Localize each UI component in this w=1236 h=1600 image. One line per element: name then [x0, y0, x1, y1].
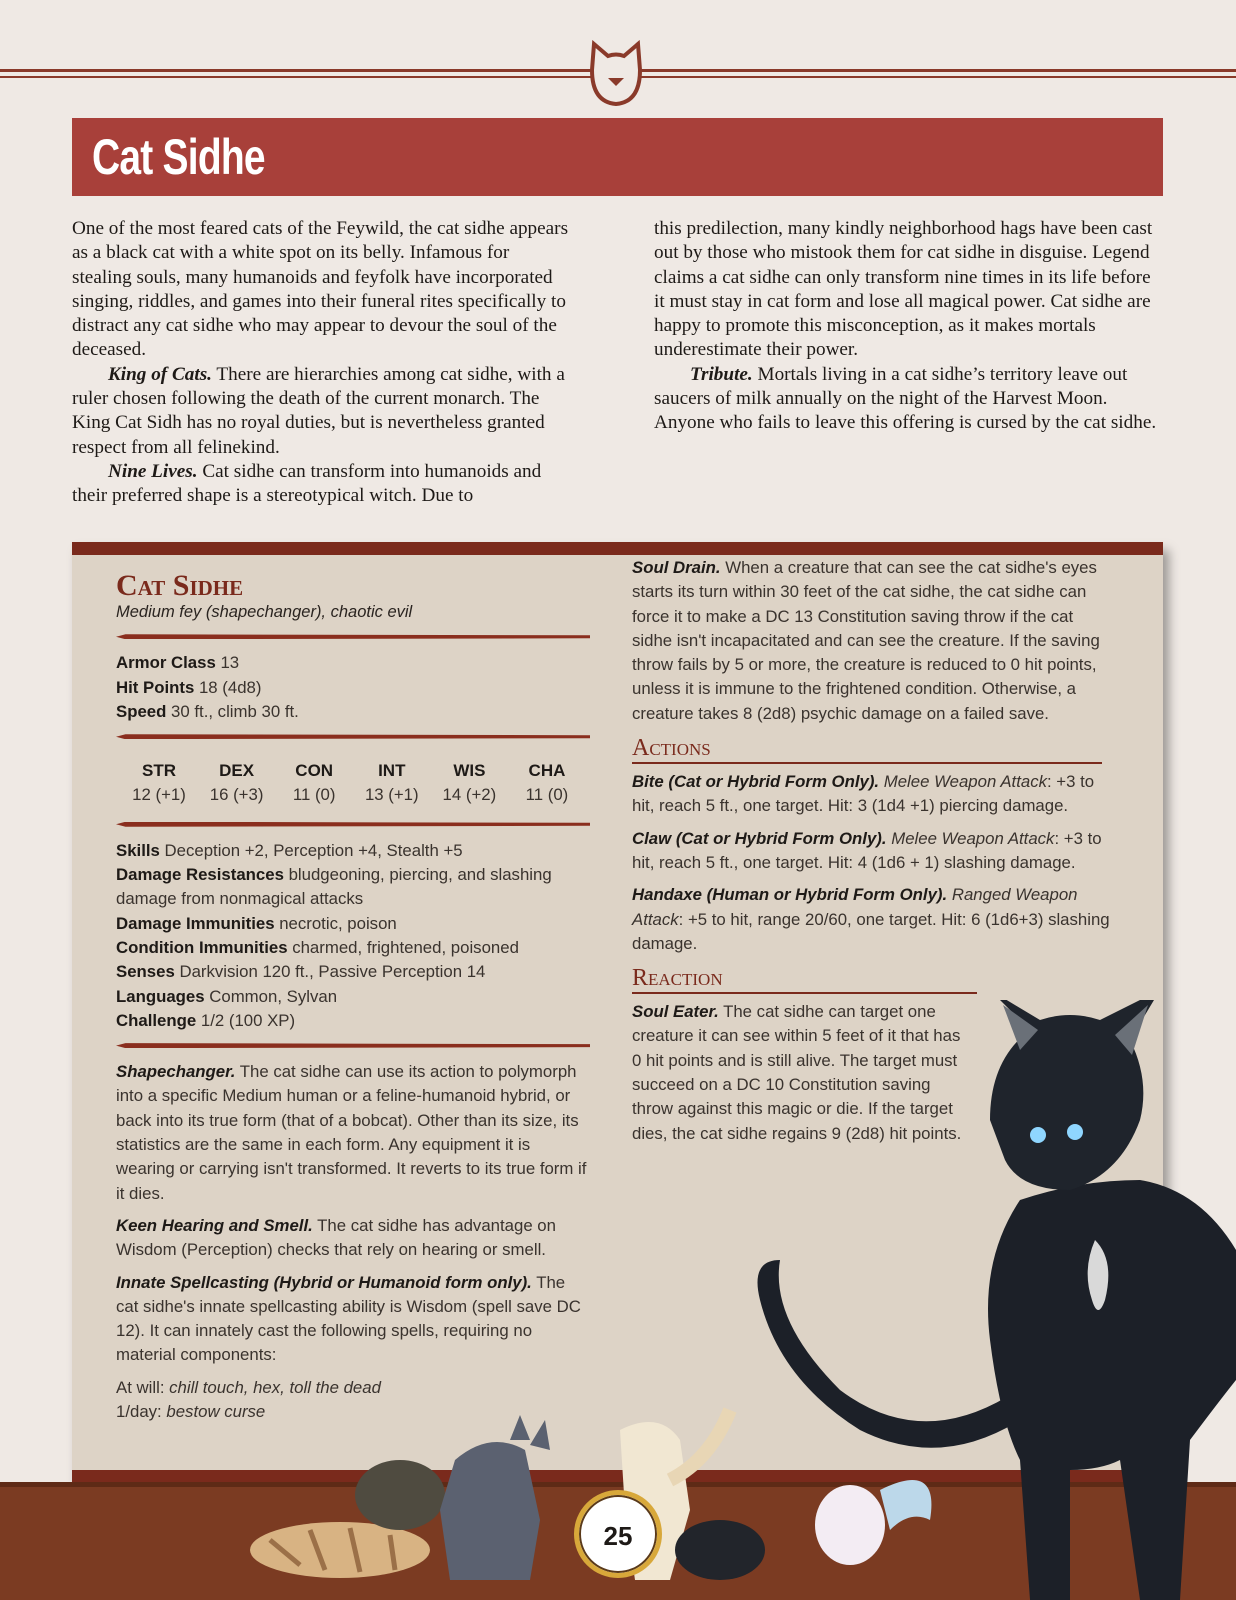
- paragraph-title: Tribute.: [690, 363, 753, 385]
- action-attack-type: Melee Weapon Attack: [879, 772, 1047, 792]
- page-title: Cat Sidhe: [92, 129, 265, 185]
- divider: [116, 734, 590, 739]
- armor-class-label: Armor Class: [116, 653, 216, 673]
- spell-names: bestow curse: [166, 1402, 266, 1422]
- divider: [116, 1043, 590, 1048]
- paragraph-text: There are hierarchies among cat sidhe, with a ruler chosen following the death of the current monarch. The King Cat Sidh has no royal duties, but is nevertheless granted respect from all felinekind.: [72, 363, 565, 458]
- action-name: Bite (Cat or Hybrid Form Only).: [632, 772, 880, 792]
- challenge-value: 1/2 (100 XP): [196, 1010, 296, 1030]
- trait-name: Keen Hearing and Smell.: [116, 1215, 313, 1235]
- action-name: Handaxe (Human or Hybrid Form Only).: [632, 885, 948, 905]
- trait-innate-spellcasting: [116, 1271, 590, 1368]
- ability-str: [124, 759, 194, 808]
- page-number: 25: [603, 1521, 633, 1551]
- trait-name: Innate Spellcasting (Hybrid or Humanoid form only).: [116, 1272, 532, 1292]
- spell-list-at-will: [116, 1376, 590, 1400]
- languages-value: Common, Sylvan: [204, 986, 338, 1006]
- ability-name: STR: [142, 761, 176, 781]
- creature-type: Medium fey (shapechanger), chaotic evil: [116, 603, 413, 621]
- ability-wis: [434, 759, 504, 808]
- ability-name: DEX: [219, 761, 255, 781]
- languages: [116, 985, 590, 1009]
- reaction-name: Soul Eater.: [632, 1002, 719, 1022]
- senses-value: Darkvision 120 ft., Passive Perception 14: [174, 962, 486, 982]
- ability-con: [279, 759, 349, 808]
- ability-name: CON: [295, 761, 334, 781]
- spell-names: chill touch, hex, toll the dead: [169, 1377, 381, 1397]
- divider: [116, 822, 590, 827]
- trait-shapechanger: [116, 1060, 590, 1206]
- skills-label: Skills: [116, 840, 160, 860]
- ability-value: 12 (+1): [132, 785, 186, 805]
- page-number-badge: [574, 1490, 662, 1578]
- action-handaxe: [632, 883, 1112, 956]
- ability-name: INT: [378, 761, 406, 781]
- intro-paragraph: One of the most feared cats of the Feywild, the cat sidhe appears as a black cat with a white spot on its belly. Infamous for stealing souls, many humanoids and feyfolk have incorporated singing, riddles, and games into their funeral rites specifically to distract any cat sidhe who may appear to devour the soul of the deceased.: [72, 218, 569, 361]
- damage-resistances: [116, 863, 590, 912]
- trait-keen-hearing: [116, 1214, 590, 1263]
- hit-points-value: 18 (4d8): [194, 677, 262, 697]
- intro-column-left: [72, 217, 572, 509]
- speed: [116, 700, 590, 724]
- paragraph-text: Cat sidhe can transform into humanoids and their preferred shape is a stereotypical witch. Due to: [72, 460, 542, 507]
- action-text: : +3 to hit, reach 5 ft., one target. Hit: 3 (1d4 +1) piercing damage.: [632, 772, 1095, 816]
- creature-name: Cat Sidhe: [116, 569, 244, 602]
- ability-name: WIS: [453, 761, 486, 781]
- reaction-heading: Reaction: [632, 964, 977, 994]
- paragraph-text: Mortals living in a cat sidhe’s territory leave out saucers of milk annually on the night of the Harvest Moon. Anyone who fails to leave this offering is cursed by the cat sidhe.: [654, 363, 1157, 434]
- ability-int: [357, 759, 427, 808]
- ability-dex: [202, 759, 272, 808]
- condition-immunities-value: charmed, frightened, poisoned: [287, 937, 519, 957]
- languages-label: Languages: [116, 986, 205, 1006]
- paragraph-title: Nine Lives.: [108, 460, 198, 482]
- trait-name: Shapechanger.: [116, 1062, 236, 1082]
- armor-class-value: 13: [215, 653, 240, 673]
- intro-column-right: [654, 217, 1164, 436]
- trait-name: Soul Drain.: [632, 558, 721, 577]
- intro-paragraph: [72, 363, 572, 460]
- actions-heading: Actions: [632, 734, 1102, 764]
- challenge-label: Challenge: [116, 1010, 197, 1030]
- speed-label: Speed: [116, 701, 167, 721]
- stat-block-left-column: [116, 568, 590, 1424]
- damage-resistances-label: Damage Resistances: [116, 865, 284, 885]
- action-text: : +3 to hit, reach 5 ft., one target. Hit: 4 (1d6 + 1) slashing damage.: [632, 828, 1102, 872]
- trait-text: The cat sidhe's innate spellcasting ability is Wisdom (spell save DC 12). It can innately cast the following spells, requiring no material components:: [116, 1272, 581, 1365]
- trait-text: The cat sidhe has advantage on Wisdom (Perception) checks that rely on hearing or smell.: [116, 1215, 556, 1260]
- action-attack-type: Melee Weapon Attack: [886, 828, 1055, 848]
- ability-value: 16 (+3): [209, 785, 264, 805]
- trait-soul-drain: [632, 556, 1112, 726]
- skills: [116, 839, 590, 863]
- intro-paragraph: [654, 363, 1164, 436]
- trait-text: When a creature that can see the cat sidhe's eyes starts its turn within 30 feet of the cat sidhe, the cat sidhe can force it to make a DC 13 Constitution saving throw if the cat sidhe isn't incapacitated and can see the creature. If the saving throw fails by 5 or more, the creature is reduced to 0 hit points, unless it is immune to the frightened condition. Otherwise, a creature takes 8 (2d8) psychic damage on a failed save.: [632, 558, 1100, 723]
- spell-frequency: At will:: [116, 1377, 170, 1397]
- hit-points-label: Hit Points: [116, 677, 195, 697]
- ability-name: CHA: [528, 761, 566, 781]
- divider: [116, 634, 590, 639]
- cat-head-icon: [588, 40, 644, 110]
- title-banner: [72, 118, 1163, 196]
- stat-block-top-bar: [72, 542, 1163, 555]
- condition-immunities-label: Condition Immunities: [116, 937, 288, 957]
- challenge: [116, 1009, 590, 1033]
- speed-value: 30 ft., climb 30 ft.: [166, 701, 299, 721]
- paragraph-title: King of Cats.: [108, 363, 212, 385]
- ability-cha: [512, 759, 582, 808]
- action-claw: [632, 827, 1112, 876]
- ability-value: 13 (+1): [364, 785, 419, 805]
- action-bite: [632, 770, 1112, 819]
- armor-class: [116, 651, 590, 675]
- damage-resistances-value: bludgeoning, piercing, and slashing damage from nonmagical attacks: [116, 865, 552, 909]
- ability-value: 11 (0): [525, 785, 569, 805]
- skills-value: Deception +2, Perception +4, Stealth +5: [159, 840, 463, 860]
- condition-immunities: [116, 936, 590, 960]
- damage-immunities-value: necrotic, poison: [274, 913, 397, 933]
- reaction-text: The cat sidhe can target one creature it can see within 5 feet of it that has 0 hit points and is still alive. The target must succeed on a DC 10 Constitution saving throw against this magic or die. If the target dies, the cat sidhe regains 9 (2d8) hit points.: [632, 1002, 962, 1143]
- senses: [116, 960, 590, 984]
- ability-value: 11 (0): [292, 785, 336, 805]
- ability-value: 14 (+2): [442, 785, 497, 805]
- damage-immunities: [116, 912, 590, 936]
- senses-label: Senses: [116, 962, 175, 982]
- action-attack-type: Ranged Weapon Attack: [632, 885, 1078, 929]
- intro-paragraph: this predilection, many kindly neighborhood hags have been cast out by those who mistook them for cat sidhe in disguise. Legend claims a cat sidhe can only transform nine times in its life before it must stay in cat form and lose all magical power. Cat sidhe are happy to promote this misconception, as it makes mortals underestimate their power.: [654, 218, 1153, 361]
- hit-points: [116, 676, 590, 700]
- spell-frequency: 1/day:: [116, 1402, 167, 1422]
- intro-paragraph: [72, 460, 572, 509]
- damage-immunities-label: Damage Immunities: [116, 913, 275, 933]
- ability-scores: [116, 751, 590, 812]
- trait-text: The cat sidhe can use its action to polymorph into a specific Medium human or a feline-humanoid hybrid, or back into its true form (that of a bobcat). Other than its size, its statistics are the same in each form. Any equipment it is wearing or carrying isn't transformed. It reverts to its true form if it dies.: [116, 1062, 587, 1203]
- action-text: : +5 to hit, range 20/60, one target. Hit: 6 (1d6+3) slashing damage.: [632, 909, 1110, 953]
- action-name: Claw (Cat or Hybrid Form Only).: [632, 828, 887, 848]
